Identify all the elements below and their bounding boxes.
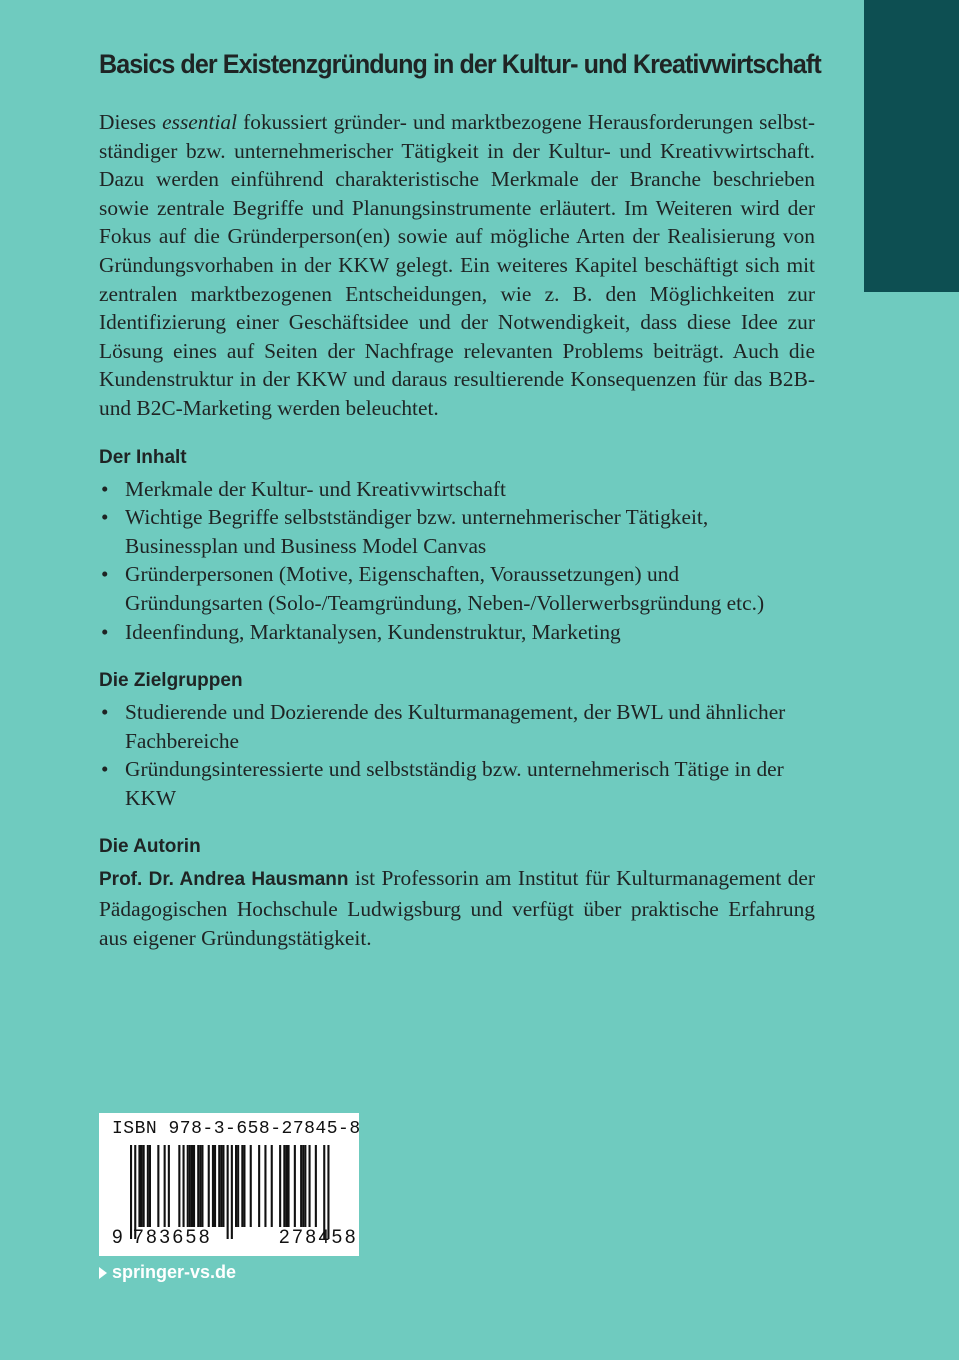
- barcode-bar: [138, 1145, 140, 1227]
- barcode-bar: [264, 1145, 266, 1227]
- bullet-icon: •: [101, 476, 109, 501]
- barcode-bar: [323, 1145, 325, 1239]
- barcode-bar: [271, 1145, 273, 1227]
- barcode-bar: [327, 1145, 329, 1239]
- barcode-bar: [197, 1145, 199, 1227]
- bullet-icon: •: [101, 757, 109, 782]
- barcode-bar: [134, 1145, 136, 1239]
- barcode-bar: [302, 1145, 304, 1227]
- barcode-bar: [241, 1145, 243, 1227]
- barcode-bar: [183, 1145, 185, 1227]
- barcode-bar: [222, 1145, 224, 1227]
- list-item: • Gründungsinteressierte und selbstständig bzw. unternehmerisch Tätige in der KKW: [101, 757, 784, 810]
- barcode-bar: [157, 1145, 159, 1227]
- barcode-bar: [285, 1145, 287, 1227]
- barcode-bar: [164, 1145, 166, 1227]
- list-item: • Gründerpersonen (Motive, Eigenschaften, Voraussetzungen) und Gründungsarten (Solo-/Teamgründung, Neben-/Vollerwerbsgründung etc.): [101, 562, 765, 615]
- bullet-icon: •: [101, 505, 109, 530]
- barcode-digit-first: 9: [112, 1227, 123, 1248]
- barcode-bar: [294, 1145, 296, 1227]
- publisher-link[interactable]: [99, 1262, 236, 1283]
- intro-start: Dieses: [99, 110, 163, 134]
- content-list: [99, 475, 815, 647]
- intro-paragraph: [99, 108, 815, 423]
- barcode-bar: [141, 1145, 143, 1227]
- audience-list: [99, 698, 815, 812]
- intro-emphasis: essential: [162, 110, 238, 134]
- barcode-bar: [300, 1145, 302, 1227]
- barcode-bar: [193, 1145, 195, 1227]
- barcode-bar: [235, 1145, 237, 1227]
- content-heading: Der Inhalt: [99, 446, 187, 468]
- audience-heading: Die Zielgruppen: [99, 670, 243, 692]
- barcode-bar: [201, 1145, 203, 1227]
- barcode-bar: [168, 1145, 170, 1227]
- barcode-bar: [237, 1145, 239, 1227]
- barcode-bar: [214, 1145, 216, 1227]
- barcode-bar: [208, 1145, 210, 1227]
- barcode-bar: [178, 1145, 180, 1227]
- barcode-bar: [199, 1145, 201, 1227]
- barcode-bar: [220, 1145, 222, 1227]
- publisher-url: springer-vs.de: [112, 1262, 237, 1282]
- barcode-bar: [130, 1145, 132, 1239]
- triangle-right-icon: [99, 1267, 107, 1279]
- barcode-bar: [143, 1145, 145, 1227]
- barcode-bar: [258, 1145, 260, 1227]
- back-cover-content: [99, 46, 821, 952]
- barcode-digits-right: 278458: [279, 1227, 359, 1248]
- barcode-bar: [227, 1145, 229, 1239]
- barcode-bar: [189, 1145, 191, 1227]
- barcode-bar: [212, 1145, 214, 1227]
- barcode-bar: [288, 1145, 290, 1227]
- barcode-bar: [279, 1145, 281, 1227]
- intro-rest: fokussiert gründer- und marktbezogene Herausforderungen selbstständiger bzw. unternehmerischer Tätigkeit in der Kultur- und Kreativwirtschaft. Dazu werden einführend charakteristische Merkmale der Branche beschrieben sowie zentrale Begriffe und Planungsinstrumente erläutert. Im Weiteren wird der Fokus auf die Gründerperson(en) sowie auf mögliche Arten der Realisierung von Gründungsvorhaben in der KKW gelegt. Ein weiteres Kapitel beschäftigt sich mit zentralen marktbezogenen Entscheidungen, wie z. B. den Möglichkeiten zur Identifizierung einer Geschäftsidee und der Notwendigkeit, dass diese Idee zur Lösung eines auf Seiten der Nachfrage relevanten Problems beiträgt. Auch die Kundenstruktur in der KKW und daraus resultierende Konsequenzen für das B2B- und B2C-Marketing werden beleuchtet.: [99, 110, 815, 420]
- bullet-icon: •: [101, 700, 109, 725]
- author-bio: ist Professorin am Institut für Kulturmanagement der Pädagogischen Hochschule Ludwigsburg und verfügt über praktische Erfahrung aus eigener Gründungstätigkeit.: [99, 866, 815, 950]
- barcode-digits-left: 783658: [133, 1227, 213, 1248]
- list-item: • Studierende und Dozierende des Kulturmanagement, der BWL und ähnlicher Fachbereiche: [101, 700, 786, 753]
- barcode-bar: [283, 1145, 285, 1227]
- list-item: • Ideenfindung, Marktanalysen, Kundenstruktur, Marketing: [99, 618, 815, 647]
- barcode-bar: [250, 1145, 252, 1227]
- barcode-bar: [218, 1145, 220, 1227]
- barcode-bar: [149, 1145, 151, 1227]
- author-paragraph: [99, 864, 815, 952]
- list-item: • Wichtige Begriffe selbstständiger bzw. unternehmerischer Tätigkeit, Businessplan und Business Model Canvas: [101, 505, 709, 558]
- book-title: Basics der Existenzgründung in der Kultur- und Kreativwirtschaft: [99, 49, 821, 79]
- isbn-label: ISBN 978-3-658-27845-8: [112, 1119, 361, 1139]
- barcode-bar: [187, 1145, 189, 1227]
- barcode-bar: [304, 1145, 306, 1227]
- barcode-bar: [315, 1145, 317, 1227]
- list-item: • Merkmale der Kultur- und Kreativwirtschaft: [99, 475, 815, 504]
- barcode-bar: [231, 1145, 233, 1239]
- isbn-barcode: [99, 1113, 359, 1256]
- bullet-icon: •: [101, 562, 109, 587]
- author-heading: Die Autorin: [99, 836, 201, 858]
- barcode-bar: [243, 1145, 245, 1227]
- barcode-bar: [147, 1145, 149, 1227]
- author-name: Prof. Dr. Andrea Hausmann: [99, 869, 349, 891]
- bullet-icon: •: [101, 619, 109, 644]
- barcode-bar: [191, 1145, 193, 1227]
- barcode-bar: [309, 1145, 311, 1227]
- corner-color-band: [864, 0, 959, 292]
